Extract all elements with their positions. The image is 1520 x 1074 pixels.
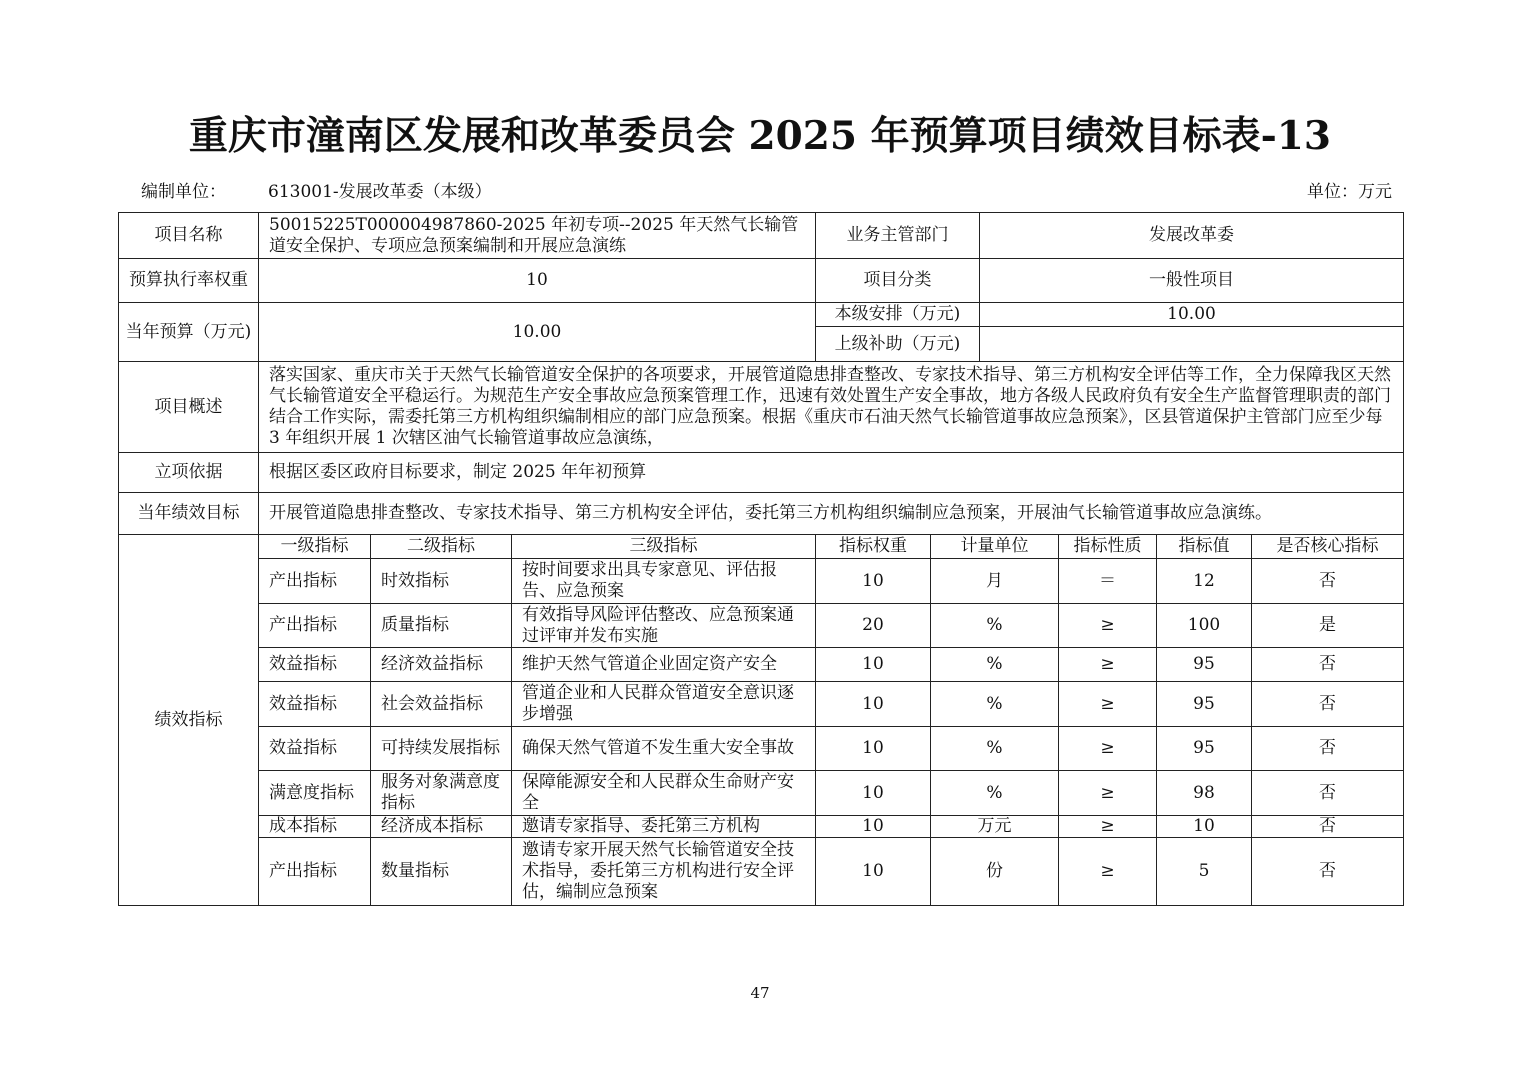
is-core-indicator: 否 bbox=[1252, 648, 1404, 682]
level3-indicator: 有效指导风险评估整改、应急预案通过评审并发布实施 bbox=[512, 604, 816, 648]
level3-indicator: 邀请专家指导、委托第三方机构 bbox=[512, 816, 816, 838]
table-row bbox=[119, 816, 1404, 838]
indicator-nature: ＝ bbox=[1059, 559, 1157, 604]
indicator-header: 指标值 bbox=[1157, 535, 1252, 559]
measure-unit: 月 bbox=[931, 559, 1059, 604]
category-label: 项目分类 bbox=[816, 259, 980, 303]
upper-subsidy-label: 上级补助（万元) bbox=[816, 327, 980, 362]
is-core-indicator: 否 bbox=[1252, 727, 1404, 771]
page-title: 重庆市潼南区发展和改革委员会 2025 年预算项目绩效目标表-13 bbox=[188, 113, 1332, 159]
measure-unit: % bbox=[931, 604, 1059, 648]
level2-indicator: 数量指标 bbox=[371, 838, 512, 906]
indicator-header: 计量单位 bbox=[931, 535, 1059, 559]
indicator-weight: 10 bbox=[816, 727, 931, 771]
level2-indicator: 经济效益指标 bbox=[371, 648, 512, 682]
budget-label: 当年预算（万元) bbox=[119, 303, 259, 362]
is-core-indicator: 否 bbox=[1252, 559, 1404, 604]
table-row bbox=[119, 604, 1404, 648]
level1-indicator: 效益指标 bbox=[259, 727, 371, 771]
currency-unit: 单位：万元 bbox=[1307, 182, 1392, 202]
level3-indicator: 按时间要求出具专家意见、评估报告、应急预案 bbox=[512, 559, 816, 604]
level3-indicator: 确保天然气管道不发生重大安全事故 bbox=[512, 727, 816, 771]
is-core-indicator: 否 bbox=[1252, 838, 1404, 906]
table-row bbox=[119, 559, 1404, 604]
indicator-weight: 10 bbox=[816, 559, 931, 604]
level2-indicator: 服务对象满意度指标 bbox=[371, 771, 512, 816]
table-row bbox=[119, 727, 1404, 771]
measure-unit: 份 bbox=[931, 838, 1059, 906]
indicator-weight: 20 bbox=[816, 604, 931, 648]
indicator-header: 一级指标 bbox=[259, 535, 371, 559]
measure-unit: % bbox=[931, 727, 1059, 771]
indicator-weight: 10 bbox=[816, 816, 931, 838]
project-name-value: 50015225T000004987860-2025 年初专项--2025 年天然气长输管道安全保护、专项应急预案编制和开展应急演练 bbox=[259, 213, 816, 259]
indicator-nature: ≥ bbox=[1059, 838, 1157, 906]
indicator-value: 95 bbox=[1157, 727, 1252, 771]
goal-label: 当年绩效目标 bbox=[119, 493, 259, 535]
level2-indicator: 社会效益指标 bbox=[371, 682, 512, 727]
level1-indicator: 满意度指标 bbox=[259, 771, 371, 816]
measure-unit: 万元 bbox=[931, 816, 1059, 838]
indicator-value: 95 bbox=[1157, 648, 1252, 682]
is-core-indicator: 是 bbox=[1252, 604, 1404, 648]
level1-indicator: 产出指标 bbox=[259, 838, 371, 906]
level1-indicator: 成本指标 bbox=[259, 816, 371, 838]
category-value: 一般性项目 bbox=[980, 259, 1404, 303]
exec-weight-value: 10 bbox=[259, 259, 816, 303]
level3-indicator: 邀请专家开展天然气长输管道安全技术指导，委托第三方机构进行安全评估，编制应急预案 bbox=[512, 838, 816, 906]
budget-value: 10.00 bbox=[259, 303, 816, 362]
indicator-weight: 10 bbox=[816, 648, 931, 682]
indicator-weight: 10 bbox=[816, 682, 931, 727]
indicator-header: 是否核心指标 bbox=[1252, 535, 1404, 559]
level3-indicator: 维护天然气管道企业固定资产安全 bbox=[512, 648, 816, 682]
performance-target-table bbox=[118, 212, 1404, 906]
page-number: 47 bbox=[750, 984, 770, 1002]
indicators-label: 绩效指标 bbox=[119, 535, 259, 906]
measure-unit: % bbox=[931, 771, 1059, 816]
local-budget-label: 本级安排（万元) bbox=[816, 303, 980, 327]
level1-indicator: 效益指标 bbox=[259, 648, 371, 682]
upper-subsidy-value bbox=[980, 327, 1404, 362]
level1-indicator: 产出指标 bbox=[259, 604, 371, 648]
is-core-indicator: 否 bbox=[1252, 816, 1404, 838]
basis-label: 立项依据 bbox=[119, 453, 259, 493]
is-core-indicator: 否 bbox=[1252, 682, 1404, 727]
level2-indicator: 时效指标 bbox=[371, 559, 512, 604]
level2-indicator: 质量指标 bbox=[371, 604, 512, 648]
indicator-nature: ≥ bbox=[1059, 682, 1157, 727]
overview-label: 项目概述 bbox=[119, 362, 259, 453]
indicator-value: 98 bbox=[1157, 771, 1252, 816]
measure-unit: % bbox=[931, 648, 1059, 682]
table-row bbox=[119, 648, 1404, 682]
dept-label: 业务主管部门 bbox=[816, 213, 980, 259]
indicator-value: 100 bbox=[1157, 604, 1252, 648]
is-core-indicator: 否 bbox=[1252, 771, 1404, 816]
indicator-value: 10 bbox=[1157, 816, 1252, 838]
compiling-unit-value: 613001-发展改革委（本级） bbox=[268, 182, 492, 202]
indicator-nature: ≥ bbox=[1059, 727, 1157, 771]
indicator-nature: ≥ bbox=[1059, 604, 1157, 648]
indicator-value: 12 bbox=[1157, 559, 1252, 604]
indicator-nature: ≥ bbox=[1059, 648, 1157, 682]
goal-value: 开展管道隐患排查整改、专家技术指导、第三方机构安全评估，委托第三方机构组织编制应急预案，开展油气长输管道事故应急演练。 bbox=[259, 493, 1404, 535]
level3-indicator: 管道企业和人民群众管道安全意识逐步增强 bbox=[512, 682, 816, 727]
indicator-nature: ≥ bbox=[1059, 816, 1157, 838]
table-row bbox=[119, 838, 1404, 906]
exec-weight-label: 预算执行率权重 bbox=[119, 259, 259, 303]
indicator-weight: 10 bbox=[816, 838, 931, 906]
measure-unit: % bbox=[931, 682, 1059, 727]
indicator-header: 三级指标 bbox=[512, 535, 816, 559]
level2-indicator: 可持续发展指标 bbox=[371, 727, 512, 771]
level1-indicator: 效益指标 bbox=[259, 682, 371, 727]
local-budget-value: 10.00 bbox=[980, 303, 1404, 327]
level3-indicator: 保障能源安全和人民群众生命财产安全 bbox=[512, 771, 816, 816]
dept-value: 发展改革委 bbox=[980, 213, 1404, 259]
overview-value: 落实国家、重庆市关于天然气长输管道安全保护的各项要求，开展管道隐患排查整改、专家技术指导、第三方机构安全评估等工作，全力保障我区天然气长输管道安全平稳运行。为规范生产安全事故应急预案管理工作，迅速有效处置生产安全事故，地方各级人民政府负有安全生产监督管理职责的部门结合工作实际，需委托第三方机构组织编制相应的部门应急预案。根据《重庆市石油天然气长输管道事故应急预案》，区县管道保护主管部门应至少每 3 年组织开展 1 次辖区油气长输管道事故应急演练， bbox=[259, 362, 1404, 453]
level1-indicator: 产出指标 bbox=[259, 559, 371, 604]
indicator-value: 5 bbox=[1157, 838, 1252, 906]
indicator-weight: 10 bbox=[816, 771, 931, 816]
indicator-value: 95 bbox=[1157, 682, 1252, 727]
indicator-header: 二级指标 bbox=[371, 535, 512, 559]
table-row bbox=[119, 682, 1404, 727]
project-name-label: 项目名称 bbox=[119, 213, 259, 259]
basis-value: 根据区委区政府目标要求，制定 2025 年年初预算 bbox=[259, 453, 1404, 493]
level2-indicator: 经济成本指标 bbox=[371, 816, 512, 838]
indicator-nature: ≥ bbox=[1059, 771, 1157, 816]
table-row bbox=[119, 771, 1404, 816]
indicator-header: 指标性质 bbox=[1059, 535, 1157, 559]
indicator-header: 指标权重 bbox=[816, 535, 931, 559]
compiling-unit-label: 编制单位： bbox=[141, 182, 226, 202]
